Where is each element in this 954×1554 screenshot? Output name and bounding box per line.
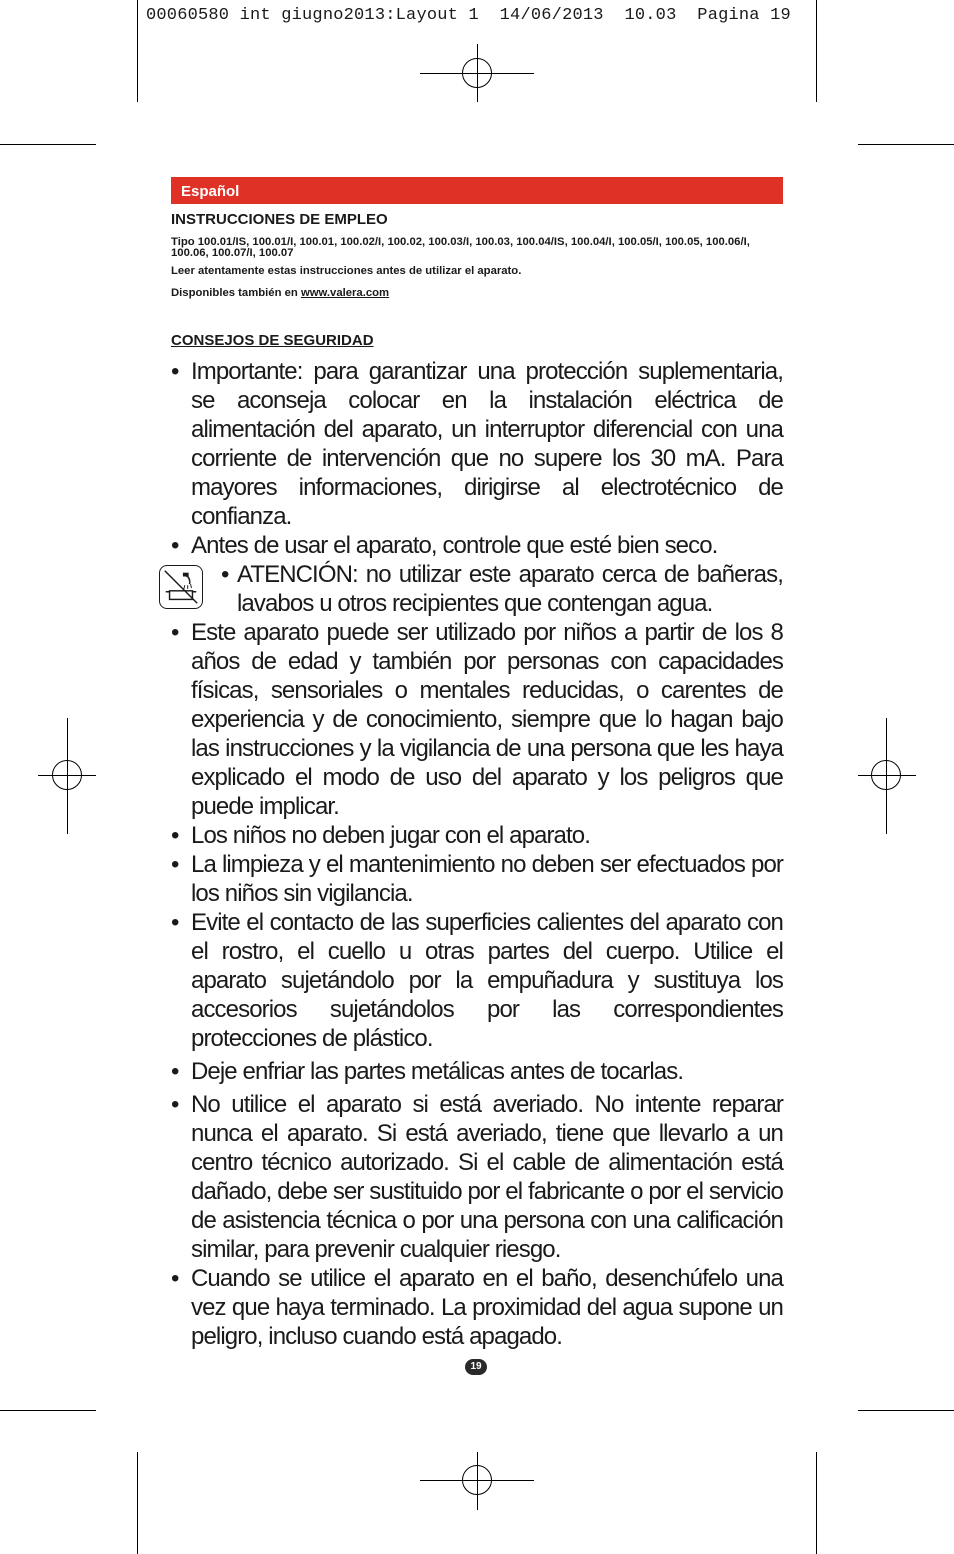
list-item: • Importante: para garantizar una protección suplementaria, se aconseja colocar en la instalación eléctrica de alimentación del aparato, un interruptor diferencial con una corriente de intervención que no supere los 30 mA. Para mayores informaciones, dirigirse al electrotécnico de confianza.: [171, 358, 783, 530]
crop-mark: [137, 0, 138, 102]
availability-prefix: Disponibles también en: [171, 287, 298, 299]
safety-heading: CONSEJOS DE SEGURIDAD: [171, 332, 374, 349]
instructions-heading: INSTRUCCIONES DE EMPLEO: [171, 211, 388, 228]
list-item: • Evite el contacto de las superficies calientes del aparato con el rostro, el cuello u otras partes del cuerpo. Utilice el aparato sujetándolo por la empuñadura y sustituya los accesorios sujetándolos por las correspondientes protecciones de plástico.: [171, 909, 783, 1052]
crop-mark: [816, 0, 817, 102]
list-item: • Los niños no deben jugar con el aparato.: [171, 822, 590, 849]
crop-mark: [816, 1452, 817, 1554]
list-item: • Cuando se utilice el aparato en el baño, desenchúfelo una vez que haya terminado. La proximidad del agua supone un peligro, incluso cuando está apagado.: [171, 1265, 783, 1350]
availability-line: [171, 288, 783, 299]
crop-mark: [858, 144, 954, 145]
list-item: • Deje enfriar las partes metálicas antes de tocarlas.: [171, 1058, 684, 1085]
read-notice: Leer atentamente estas instrucciones antes de utilizar el aparato.: [171, 265, 522, 277]
list-item: • Este aparato puede ser utilizado por niños a partir de los 8 años de edad y también por personas con capacidades físicas, sensoriales o mentales reducidas, o carentes de experiencia y de conocimiento, siempre que lo hagan bajo las instrucciones y la vigilancia de una persona que les haya explicado el modo de uso del aparato y los peligros que puede implicar.: [171, 619, 783, 820]
list-item-warning: • ATENCIÓN: no utilizar este aparato cerca de bañeras, lavabos u otros recipientes que contengan agua.: [171, 560, 783, 618]
print-slug: 00060580 int giugno2013:Layout 1 14/06/2013 10.03 Pagina 19: [146, 6, 791, 25]
safety-list: [171, 357, 783, 1351]
language-tab: Español: [171, 177, 783, 204]
crop-mark: [0, 144, 96, 145]
list-item: • Antes de usar el aparato, controle que esté bien seco.: [171, 532, 718, 559]
crop-mark: [858, 1410, 954, 1411]
crop-mark: [0, 1410, 96, 1411]
website-link[interactable]: www.valera.com: [300, 287, 390, 299]
page-number: 19: [465, 1359, 487, 1375]
list-item: • La limpieza y el mantenimiento no deben ser efectuados por los niños sin vigilancia.: [171, 851, 783, 907]
models-line: Tipo 100.01/IS, 100.01/I, 100.01, 100.02/I, 100.02, 100.03/I, 100.03, 100.04/IS, 100.04/I, 100.05/I, 100.05, 100.06/I, 100.06, 100.07/I, 100.07: [171, 236, 750, 259]
crop-mark: [137, 1452, 138, 1554]
list-item: • No utilice el aparato si está averiado. No intente reparar nunca el aparato. Si está averiado, tiene que llevarlo a un centro técnico autorizado. Si el cable de alimentación está dañado, debe ser sustituido por el fabricante o por el servicio de asistencia técnica o por una persona con una calificación similar, para prevenir cualquier riesgo.: [171, 1091, 783, 1263]
no-water-bath-warning-icon: [159, 565, 203, 609]
